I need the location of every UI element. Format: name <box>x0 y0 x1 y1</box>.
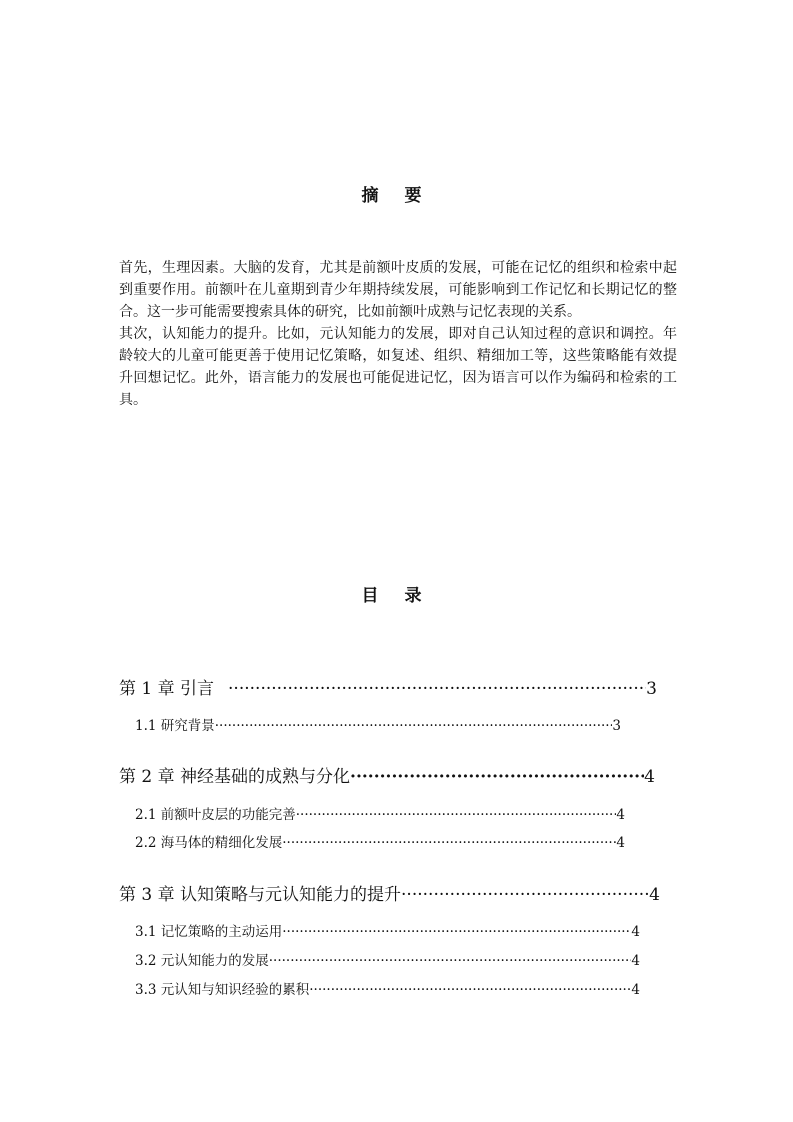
toc-page-number: 4 <box>649 885 660 905</box>
toc-leader-dots <box>296 807 617 823</box>
toc-entry-label: 3.3 元认知与知识经验的累积 <box>135 982 310 998</box>
toc-leader-dots <box>401 885 649 905</box>
toc-entry-label: 1.1 研究背景 <box>135 718 215 734</box>
toc-page-number: 4 <box>616 807 625 823</box>
toc-leader-dots <box>269 953 632 969</box>
toc-entry-label: 3.2 元认知能力的发展 <box>135 953 269 969</box>
toc-entry-section-2-2[interactable] <box>135 831 625 851</box>
toc-entry-section-3-1[interactable] <box>135 920 640 940</box>
toc-page-number: 3 <box>646 679 657 699</box>
toc-leader-dots <box>282 924 631 940</box>
toc-title: 目 录 <box>361 586 432 606</box>
toc-entry-label: 3.1 记忆策略的主动运用 <box>135 924 283 940</box>
toc-entry-chapter-1[interactable] <box>119 674 657 699</box>
toc-page-number: 3 <box>612 718 621 734</box>
toc-leader-dots <box>282 835 616 851</box>
toc-entry-label: 2.2 海马体的精细化发展 <box>135 835 283 851</box>
toc-page-number: 4 <box>616 835 625 851</box>
abstract-title: 摘 要 <box>361 186 432 206</box>
toc-entry-label: 第 1 章 引言 <box>119 679 215 699</box>
toc-entry-chapter-3[interactable] <box>119 880 660 905</box>
abstract-paragraph: 首先，生理因素。大脑的发育，尤其是前额叶皮质的发展，可能在记忆的组织和检索中起到重要作用。前额叶在儿童期到青少年期持续发展，可能影响到工作记忆和长期记忆的整合。这一步可能需要搜索具体的研究，比如前额叶成熟与记忆表现的关系。 <box>119 260 677 320</box>
abstract-paragraph: 其次，认知能力的提升。比如，元认知能力的发展，即对自己认知过程的意识和调控。年龄较大的儿童可能更善于使用记忆策略，如复述、组织、精细加工等，这些策略能有效提升回想记忆。此外，语言能力的发展也可能促进记忆，因为语言可以作为编码和检索的工具。 <box>119 326 677 408</box>
toc-leader-dots <box>228 679 646 699</box>
toc-leader-dots <box>309 982 631 998</box>
toc-page-number: 4 <box>631 982 640 998</box>
toc-page-number: 4 <box>631 924 640 940</box>
toc-entry-section-3-3[interactable] <box>135 978 640 998</box>
toc-entry-label: 2.1 前额叶皮层的功能完善 <box>135 807 296 823</box>
abstract-body <box>119 257 677 411</box>
toc-entry-section-2-1[interactable] <box>135 803 625 823</box>
toc-entry-section-1-1[interactable] <box>135 714 621 734</box>
toc-leader-dots <box>350 767 644 787</box>
toc-page-number: 4 <box>644 767 655 787</box>
toc-entry-chapter-2[interactable] <box>119 762 655 787</box>
toc-entry-label: 第 2 章 神经基础的成熟与分化 <box>119 767 351 787</box>
toc-entry-section-3-2[interactable] <box>135 949 640 969</box>
toc-page-number: 4 <box>631 953 640 969</box>
toc-leader-dots <box>215 718 613 734</box>
toc-entry-label: 第 3 章 认知策略与元认知能力的提升 <box>119 885 402 905</box>
